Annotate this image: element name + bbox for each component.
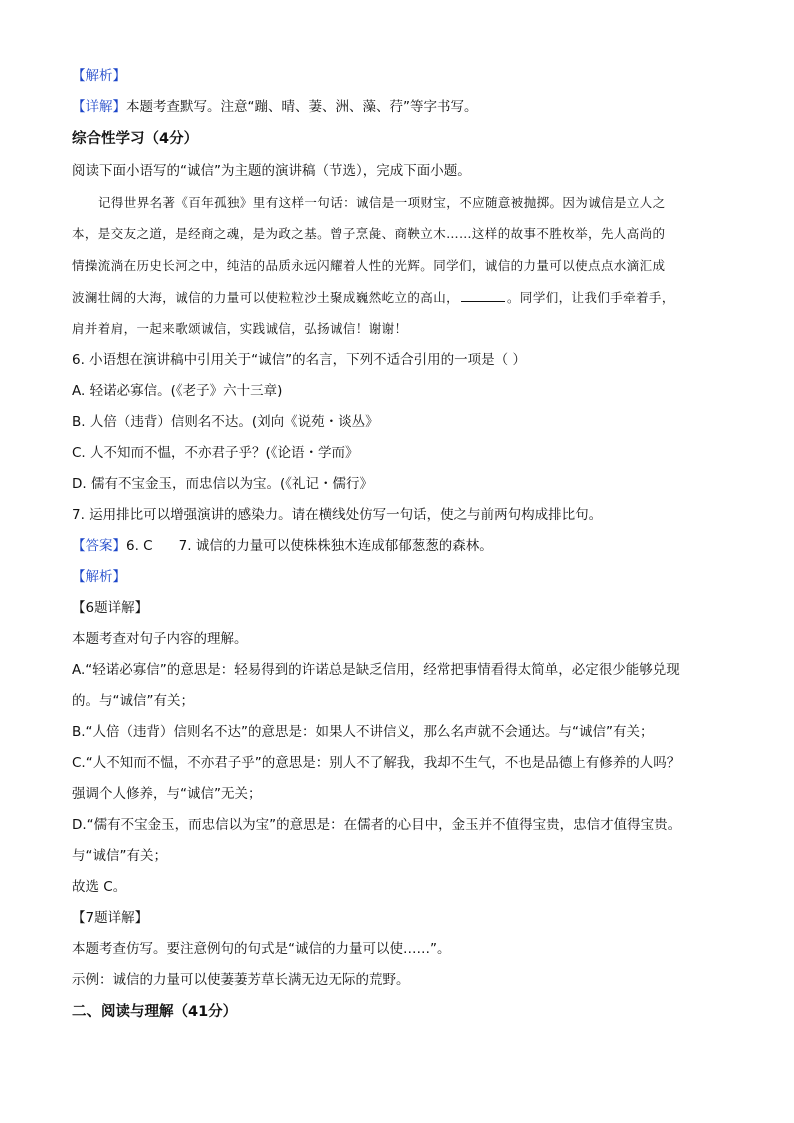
q6-conclusion: 故选 C。 [72,879,127,895]
detail-tag: 【详解】 [72,99,126,115]
q6-detail-b: B.“人倍（违背）信则名不达”的意思是：如果人不讲信义，那么名声就不会通达。与“诚信”有关； [72,724,654,740]
q6-detail-d-line-1: D.“儒有不宝金玉，而忠信以为宝”的意思是：在儒者的心目中，金玉并不值得宝贵，忠信才值得宝贵。 [72,817,682,833]
speech-line-3: 情操流淌在历史长河之中，纯洁的品质永远闪耀着人性的光辉。同学们，诚信的力量可以使点点水滴汇成 [72,258,666,273]
detail-text: 本题考查默写。注意“蹦、晴、萋、洲、藻、荇”等字书写。 [126,99,478,115]
speech-line-2: 本，是交友之道，是经商之魂，是为政之基。曾子烹彘、商鞅立木……这样的故事不胜枚举，先人高尚的 [72,226,666,241]
question-6-option-a: A. 轻诺必寡信。(《老子》六十三章) [72,383,283,399]
speech-line-1: 记得世界名著《百年孤独》里有这样一句话：诚信是一项财宝，不应随意被抛掷。因为诚信是立人之 [98,195,666,210]
q7-detail-intro: 本题考查仿写。要注意例句的句式是“诚信的力量可以使……”。 [72,941,451,957]
answer-line [72,536,722,556]
q6-detail-d-line-2: 与“诚信”有关； [72,848,167,864]
question-6-option-b: B. 人倍（违背）信则名不达。(刘向《说苑・谈丛》 [72,414,379,430]
reading-intro: 阅读下面小语写的“诚信”为主题的演讲稿（节选），完成下面小题。 [72,163,471,179]
question-7-stem: 7. 运用排比可以增强演讲的感染力。请在横线处仿写一句话，使之与前两句构成排比句。 [72,507,603,523]
q7-example: 示例：诚信的力量可以使萋萋芳草长满无边无际的荒野。 [72,972,410,988]
q6-detail-intro: 本题考查对句子内容的理解。 [72,631,248,647]
question-6-option-c: C. 人不知而不愠，不亦君子乎？(《论语・学而》 [72,445,359,461]
section-title-comprehensive: 综合性学习（4分） [72,131,199,147]
question-6-stem: 6. 小语想在演讲稿中引用关于“诚信”的名言，下列不适合引用的一项是（ ） [72,352,526,368]
speech-line-4b: 。同学们，让我们手牵着手， [507,290,675,305]
detail-line [72,97,722,117]
fill-in-blank [461,289,505,302]
analysis-tag-2: 【解析】 [72,569,126,585]
answer-7: 7. 诚信的力量可以使株株独木连成郁郁葱葱的森林。 [178,538,493,554]
speech-line-4a: 波澜壮阔的大海，诚信的力量可以使粒粒沙土聚成巍然屹立的高山， [72,290,460,305]
q6-detail-c-line-2: 强调个人修养，与“诚信”无关； [72,786,262,802]
question-6-option-d: D. 儒有不宝金玉，而忠信以为宝。(《礼记・儒行》 [72,476,373,492]
q6-detail-tag: 【6题详解】 [72,600,149,616]
q6-detail-a-line-1: A.“轻诺必寡信”的意思是：轻易得到的许诺总是缺乏信用，经常把事情看得太简单，必定很少能够兑现 [72,662,680,678]
analysis-tag: 【解析】 [72,68,126,84]
q6-detail-a-line-2: 的。与“诚信”有关； [72,693,194,709]
answer-tag: 【答案】 [72,538,126,554]
speech-line-5: 肩并着肩，一起来歌颂诚信，实践诚信，弘扬诚信！谢谢！ [72,321,408,336]
q6-detail-c-line-1: C.“人不知而不愠，不亦君子乎”的意思是：别人不了解我，我却不生气，不也是品德上有修养的人吗？ [72,755,681,771]
speech-line-4 [72,288,722,308]
section-title-reading: 二、阅读与理解（41分） [72,1004,238,1020]
q7-detail-tag: 【7题详解】 [72,910,149,926]
answer-6: 6. C [126,538,153,554]
